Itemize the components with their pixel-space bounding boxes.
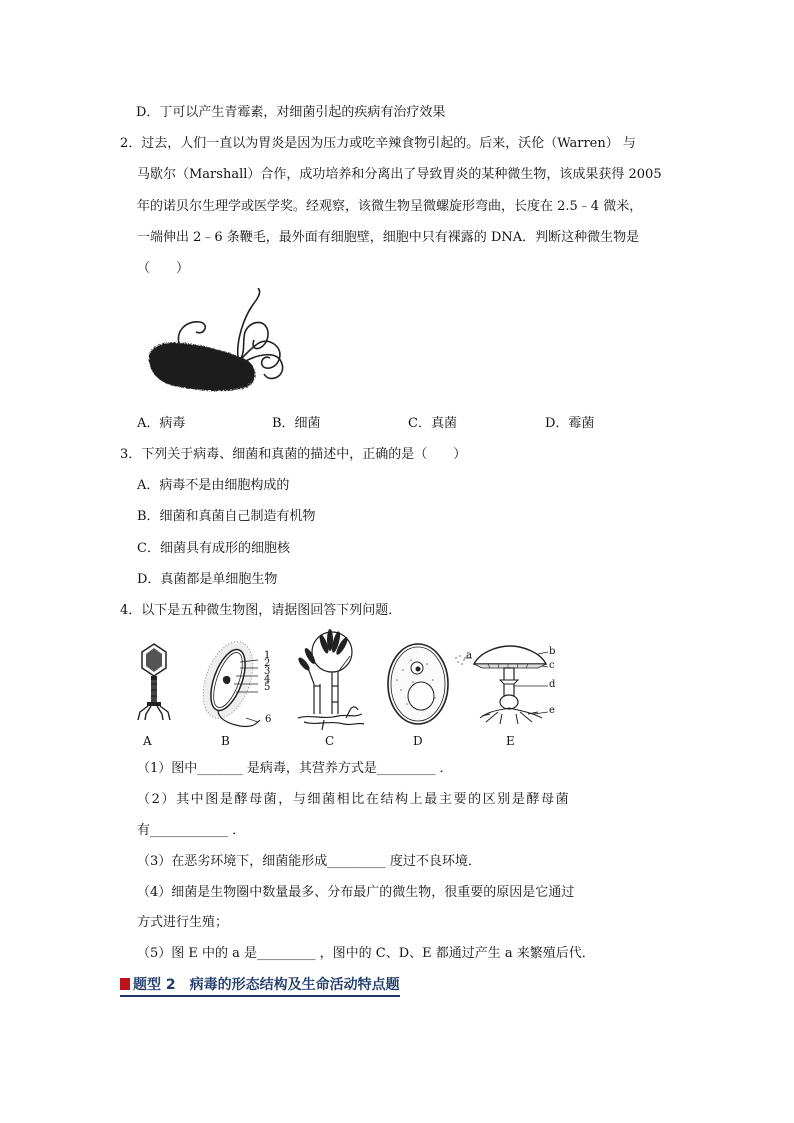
section-marker-icon xyxy=(120,978,130,990)
figure-b-label-6: 6 xyxy=(265,714,272,725)
section-heading xyxy=(120,974,400,997)
figure-e-label-a: a xyxy=(466,650,472,661)
q3-option-a: A．病毒不是由细胞构成的 xyxy=(137,478,290,493)
figure-a-virus xyxy=(134,640,174,722)
figure-b-label-5: 5 xyxy=(264,682,271,693)
figure-e-mushroom xyxy=(450,640,550,726)
q2-answer-paren: （ ） xyxy=(137,261,190,276)
q4-sub2-line1: （2）其中图是酵母菌，与细菌相比在结构上最主要的区别是酵母菌 xyxy=(137,792,571,807)
figure-e-label-d: d xyxy=(549,679,556,690)
q3-stem: 3．下列关于病毒、细菌和真菌的描述中，正确的是（ ） xyxy=(120,447,467,462)
bacterium-image xyxy=(140,288,290,400)
figure-b-label-2: 2 xyxy=(264,658,271,669)
q4-sub4-line1: （4）细菌是生物圈中数量最多、分布最广的微生物，很重要的原因是它通过 xyxy=(137,885,575,900)
figure-c-penicillium xyxy=(294,628,366,734)
figure-e-label-b: b xyxy=(549,646,556,657)
figure-e-label-c: c xyxy=(549,660,555,671)
q1-option-d: D．丁可以产生青霉素，对细菌引起的疾病有治疗效果 xyxy=(136,105,446,120)
q2-stem-line3: 年的诺贝尔生理学或医学奖。经观察，该微生物呈微螺旋形弯曲，长度在 2.5﹣4 微米， xyxy=(137,199,643,214)
q4-sub2-line2: 有____________ ． xyxy=(137,823,246,838)
figure-c-caption: C xyxy=(325,734,335,748)
q4-sub1: （1）图中_______ 是病毒，其营养方式是_________ ． xyxy=(137,761,453,776)
q4-sub3: （3）在恶劣环境下，细菌能形成_________ 度过不良环境． xyxy=(137,854,481,869)
figure-b-label-1: 1 xyxy=(264,650,271,661)
q4-sub5: （5）图 E 中的 a 是_________ ，图中的 C、D、E 都通过产生 a 来繁殖后代． xyxy=(137,946,595,961)
q3-option-d: D．真菌都是单细胞生物 xyxy=(137,572,278,587)
q3-option-b: B．细菌和真菌自己制造有机物 xyxy=(137,509,316,524)
q2-stem-line4: 一端伸出 2﹣6 条鞭毛，最外面有细胞壁，细胞中只有裸露的 DNA．判断这种微生物是 xyxy=(137,230,640,245)
q4-stem: 4．以下是五种微生物图，请据图回答下列问题． xyxy=(120,603,402,618)
q2-option-b: B．细菌 xyxy=(272,416,321,431)
figure-b-caption: B xyxy=(221,734,230,748)
q2-option-a: A．病毒 xyxy=(137,416,186,431)
q2-option-d: D．霉菌 xyxy=(545,416,595,431)
figure-d-caption: D xyxy=(413,734,423,748)
q4-sub4-line2: 方式进行生殖； xyxy=(137,915,229,930)
q2-stem-line2: 马歇尔（Marshall）合作，成功培养和分离出了导致胃炎的某种微生物，该成果获得 2005 xyxy=(137,167,662,182)
figure-a-caption: A xyxy=(143,734,152,748)
figure-b-label-4: 4 xyxy=(264,674,271,685)
figure-b-label-3: 3 xyxy=(264,666,271,677)
section-heading-text: 题型 2 病毒的形态结构及生命活动特点题 xyxy=(133,977,400,993)
figure-e-label-e: e xyxy=(549,705,555,716)
q2-option-c: C．真菌 xyxy=(408,416,457,431)
q2-stem-line1: 2．过去，人们一直以为胃炎是因为压力或吃辛辣食物引起的。后来，沃伦（Warren） 与 xyxy=(120,136,636,151)
figure-e-caption: E xyxy=(506,734,515,748)
figure-d-yeast xyxy=(383,640,453,728)
q3-option-c: C．细菌具有成形的细胞核 xyxy=(137,541,290,556)
